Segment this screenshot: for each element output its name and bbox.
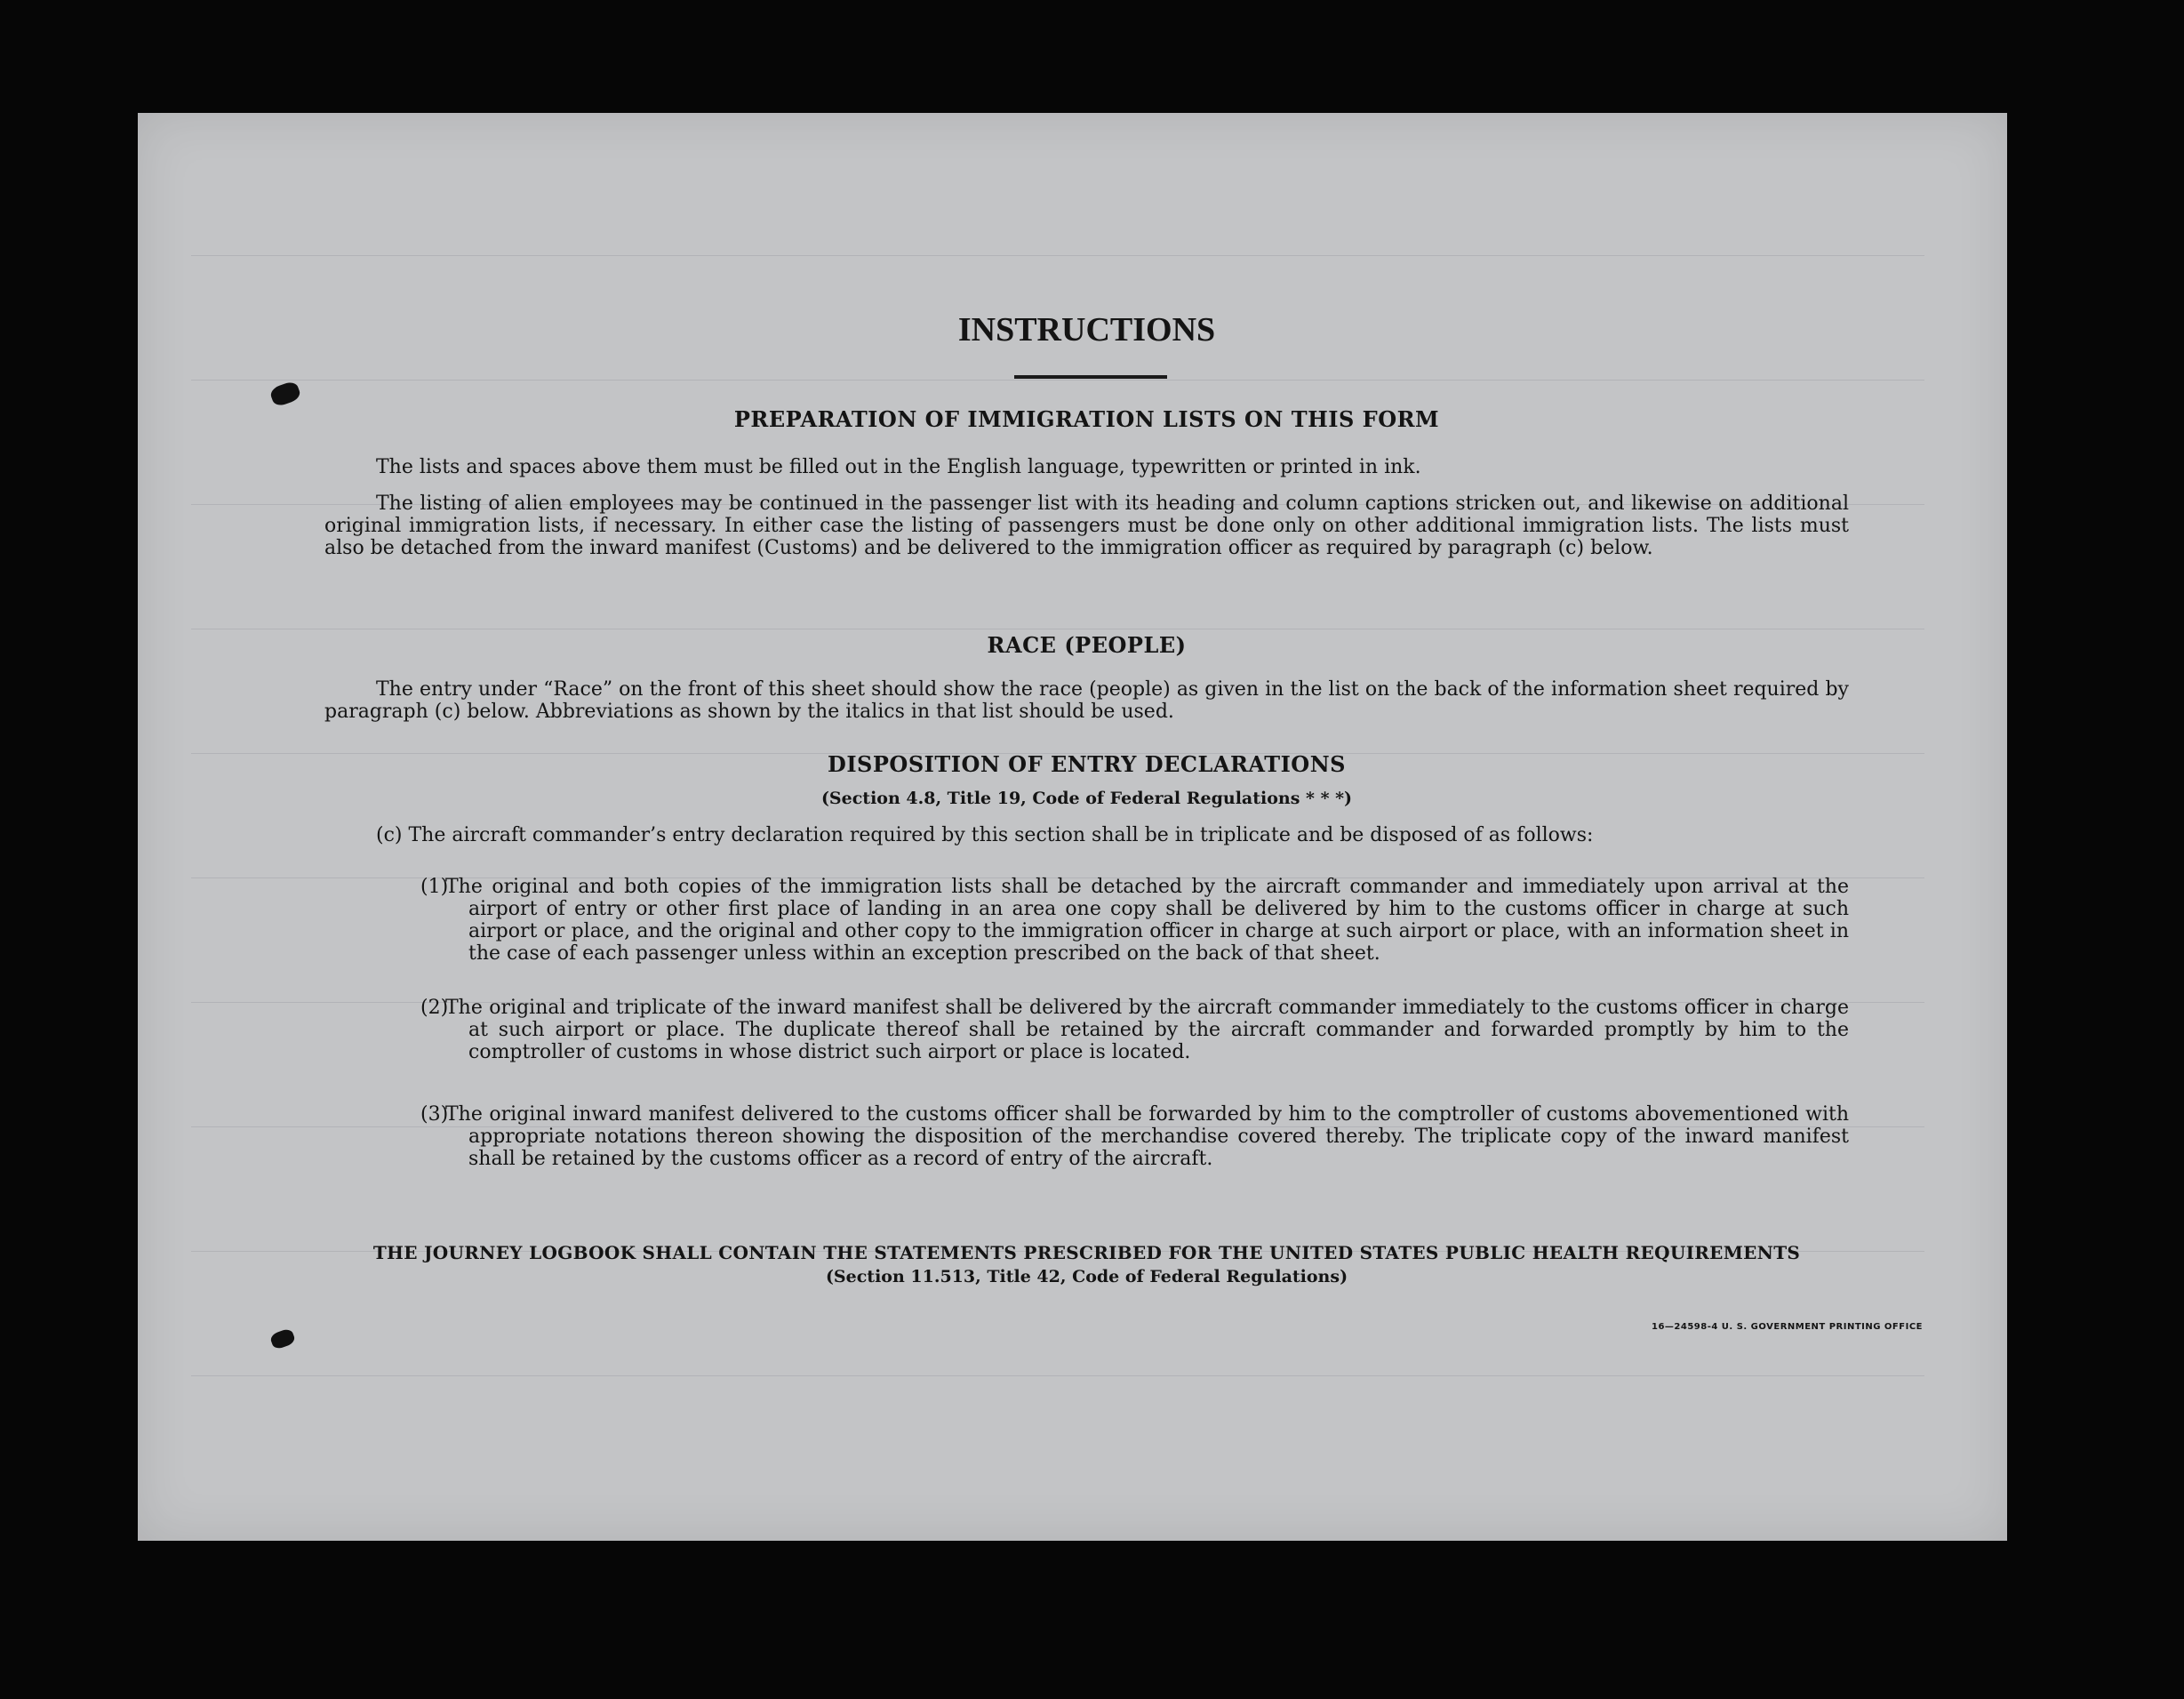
race-paragraph: The entry under “Race” on the front of this sheet should show the race (people) as given in the list on the back of the information sheet required by paragraph (c) below. Abbreviations as shown by the italics in that list should be used. xyxy=(324,678,1849,723)
disposition-item-3 xyxy=(324,1103,1849,1170)
race-heading: RACE (PEOPLE) xyxy=(987,632,1187,658)
item-number: (3) xyxy=(420,1103,449,1126)
disposition-item-2 xyxy=(324,997,1849,1063)
item-text: The original and both copies of the immigration lists shall be detached by the aircraft commander and immediately upon arrival at the airport of entry or other first place of landing in an area one copy shall be delivered by him to the customs officer in charge at such airport or place, and the original and other copy to the immigration officer in charge at such airport or place, with an information sheet in the case of each passenger unless within an exception prescribed on the back of that sheet. xyxy=(445,876,1849,965)
document-sheet xyxy=(138,113,2007,1541)
item-text: The original and triplicate of the inward manifest shall be delivered by the aircraft commander immediately to the customs officer in charge at such airport or place. The duplicate thereof shall be retained by the aircraft commander and forwarded promptly by him to the comptroller of customs in whose district such airport or place is located. xyxy=(445,997,1849,1063)
disposition-intro: (c) The aircraft commander’s entry declaration required by this section shall be in triplicate and be disposed of as follows: xyxy=(376,824,1594,846)
disposition-citation: (Section 4.8, Title 19, Code of Federal Regulations * * *) xyxy=(820,789,1353,808)
instructions-content xyxy=(324,113,1996,1541)
public-health-notice: THE JOURNEY LOGBOOK SHALL CONTAIN THE STATEMENTS PRESCRIBED FOR THE UNITED STATES PUBLIC HEALTH REQUIREMENTS xyxy=(372,1242,1801,1263)
page-title: INSTRUCTIONS xyxy=(957,311,1216,349)
ink-smudge xyxy=(269,1327,297,1350)
ink-smudge xyxy=(268,380,302,408)
item-number: (2) xyxy=(420,997,449,1019)
disposition-item-1 xyxy=(324,876,1849,965)
printing-office-imprint: 16—24598-4 U. S. GOVERNMENT PRINTING OFFICE xyxy=(1652,1322,1923,1332)
item-number: (1) xyxy=(420,876,449,898)
disposition-heading: DISPOSITION OF ENTRY DECLARATIONS xyxy=(828,751,1346,777)
preparation-heading: PREPARATION OF IMMIGRATION LISTS ON THIS FORM xyxy=(733,406,1440,432)
preparation-paragraph-1: The lists and spaces above them must be filled out in the English language, typewritten or printed in ink. xyxy=(376,456,1421,478)
item-text: The original inward manifest delivered to the customs officer shall be forwarded by him to the comptroller of customs abovementioned with appropriate notations thereon showing the disposition of the merchandise covered thereby. The triplicate copy of the inward manifest shall be retained by the customs officer as a record of entry of the aircraft. xyxy=(445,1103,1849,1170)
preparation-paragraph-2: The listing of alien employees may be continued in the passenger list with its heading and column captions stricken out, and likewise on additional original immigration lists, if necessary. In either case the listing of passengers must be done only on other additional immigration lists. The lists must also be detached from the inward manifest (Customs) and be delivered to the immigration officer as required by paragraph (c) below. xyxy=(324,493,1849,559)
public-health-citation: (Section 11.513, Title 42, Code of Federal Regulations) xyxy=(825,1267,1348,1286)
title-underline xyxy=(1014,375,1167,379)
